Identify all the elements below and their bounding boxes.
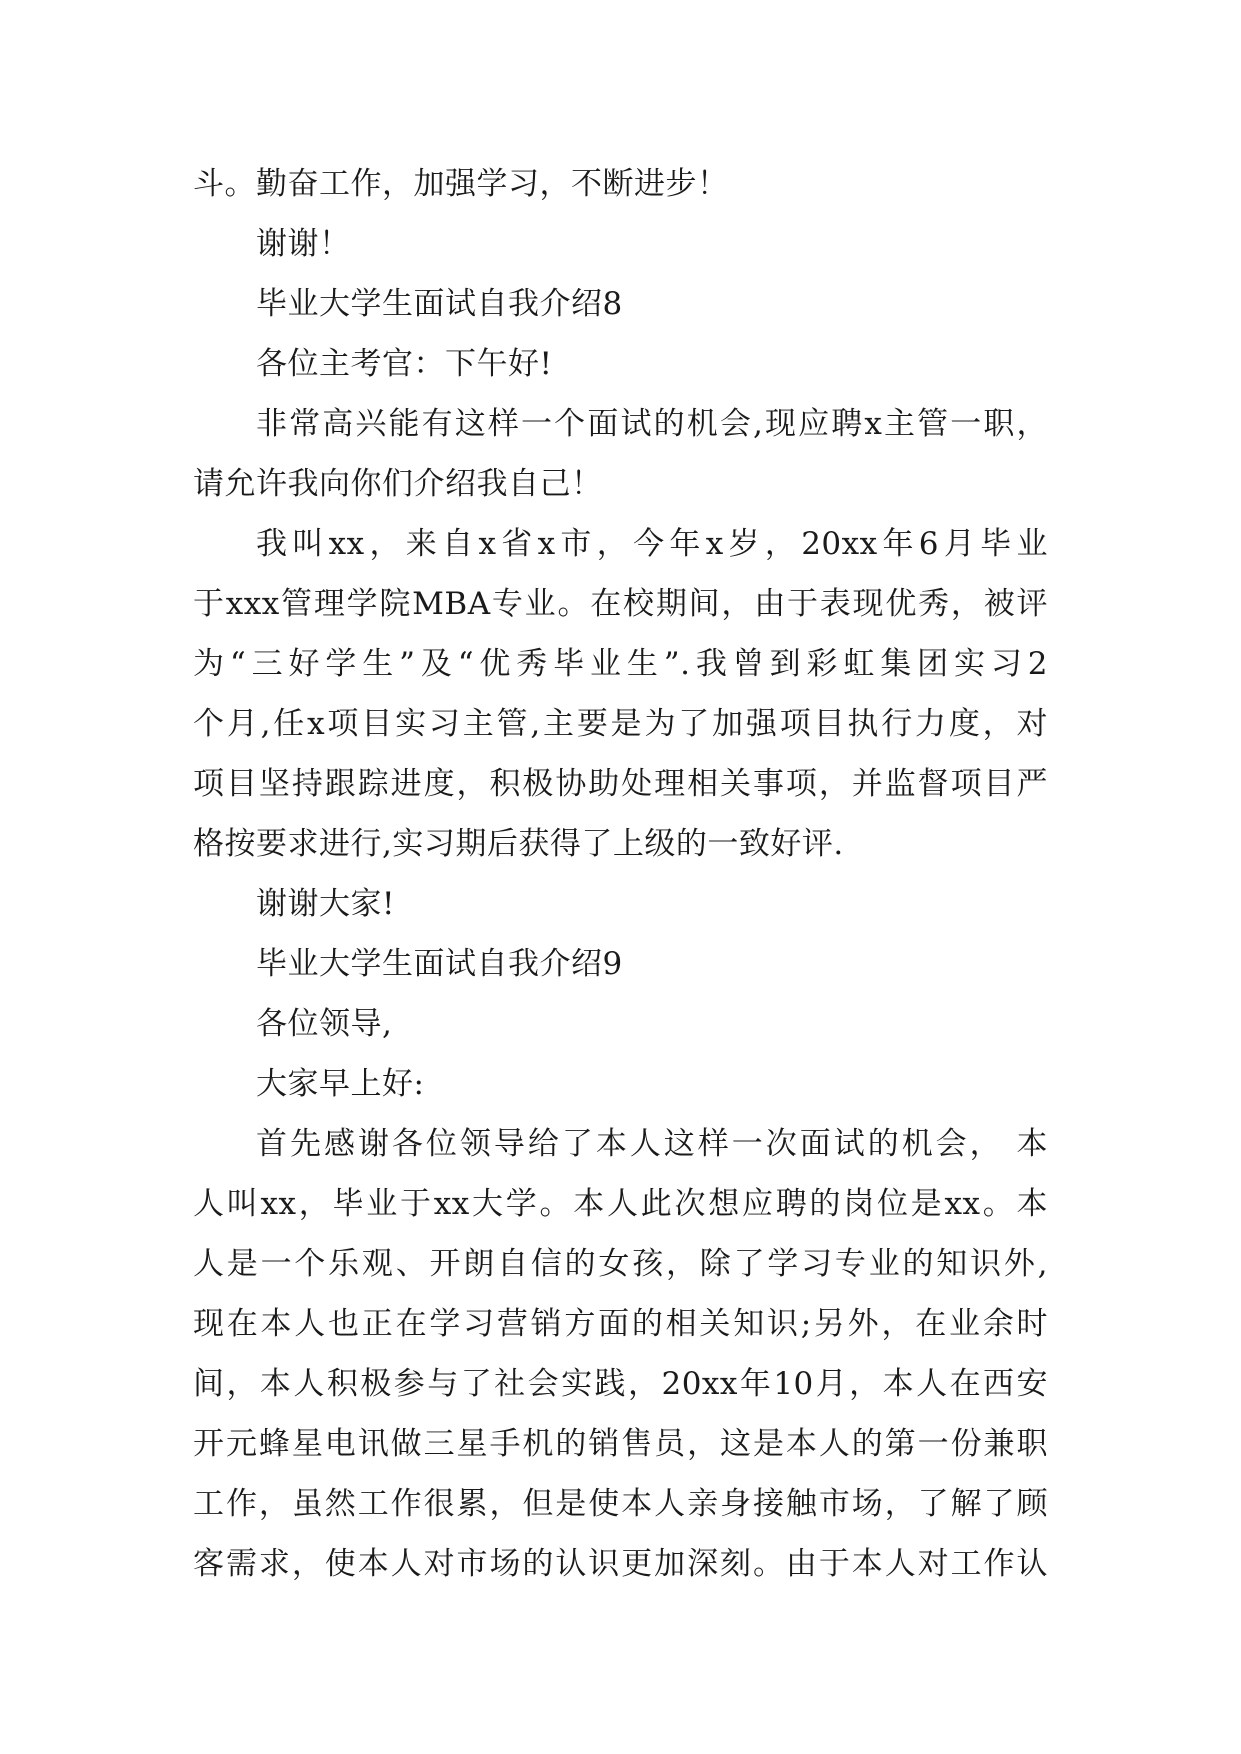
text-line: 间，本人积极参与了社会实践，20xx年10月，本人在西安 [193,1366,1048,1402]
text-line: 斗。勤奋工作，加强学习，不断进步！ [193,166,729,202]
text-line: 格按要求进行,实习期后获得了上级的一致好评. [193,826,844,862]
text-line: 人叫xx，毕业于xx大学。本人此次想应聘的岗位是xx。本 [193,1186,1048,1222]
text-line: 非常高兴能有这样一个面试的机会,现应聘x主管一职， [256,406,1048,442]
text-line: 为“三好学生”及“优秀毕业生”.我曾到彩虹集团实习2 [193,646,1048,682]
text-line: 于xxx管理学院MBA专业。在校期间，由于表现优秀，被评 [193,586,1048,622]
text-line: 请允许我向你们介绍我自己！ [193,466,603,502]
text-line: 各位领导, [256,1006,393,1042]
text-line: 客需求，使本人对市场的认识更加深刻。由于本人对工作认 [193,1546,1048,1582]
text-line: 谢谢！ [256,226,351,262]
text-line: 人是一个乐观、开朗自信的女孩，除了学习专业的知识外, [193,1246,1048,1282]
text-line: 各位主考官：下午好! [256,346,553,382]
text-line: 大家早上好: [256,1066,425,1102]
text-line: 首先感谢各位领导给了本人这样一次面试的机会， 本 [256,1126,1048,1162]
section-heading: 毕业大学生面试自我介绍8 [256,286,623,322]
text-line: 我叫xx，来自x省x市，今年x岁，20xx年6月毕业 [256,526,1048,562]
text-line: 谢谢大家! [256,886,395,922]
text-line: 项目坚持跟踪进度，积极协助处理相关事项，并监督项目严 [193,766,1048,802]
text-line: 开元蜂星电讯做三星手机的销售员，这是本人的第一份兼职 [193,1426,1048,1462]
text-line: 工作，虽然工作很累，但是使本人亲身接触市场，了解了顾 [193,1486,1048,1522]
text-line: 个月,任x项目实习主管,主要是为了加强项目执行力度，对 [193,706,1048,742]
text-line: 现在本人也正在学习营销方面的相关知识;另外，在业余时 [193,1306,1048,1342]
section-heading: 毕业大学生面试自我介绍9 [256,946,623,982]
